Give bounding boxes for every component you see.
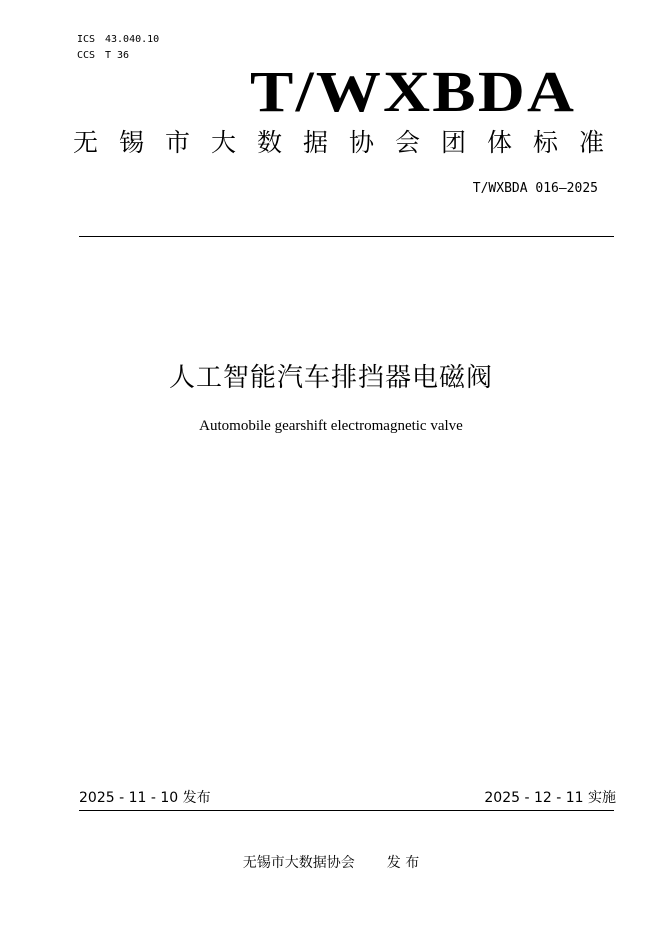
document-title-cn: 人工智能汽车排挡器电磁阀 [168, 363, 493, 393]
top-divider [79, 236, 614, 237]
organization-title: 无锡市大数据协会团体标准 [73, 128, 626, 157]
ccs-label: CCS [77, 50, 96, 61]
ics-value: 43.040.10 [105, 34, 160, 45]
ccs-code [77, 48, 159, 64]
standard-code: T/WXBDA 016—2025 [472, 181, 598, 196]
standard-logo: T/WXBDA [249, 59, 576, 124]
document-title-en: Automobile gearshift electromagnetic valve [199, 418, 463, 434]
ics-code [77, 32, 159, 48]
publisher-name: 无锡市大数据协会 [242, 855, 355, 871]
bottom-divider [79, 810, 614, 811]
implement-date: 2025 - 12 - 11 实施 [484, 790, 616, 806]
publisher-line [0, 854, 662, 872]
publish-date: 2025 - 11 - 10 发布 [79, 790, 211, 806]
ccs-value: T 36 [105, 50, 130, 61]
ics-label: ICS [77, 34, 96, 45]
publish-action: 发 布 [386, 855, 420, 871]
classification-codes [77, 32, 159, 64]
